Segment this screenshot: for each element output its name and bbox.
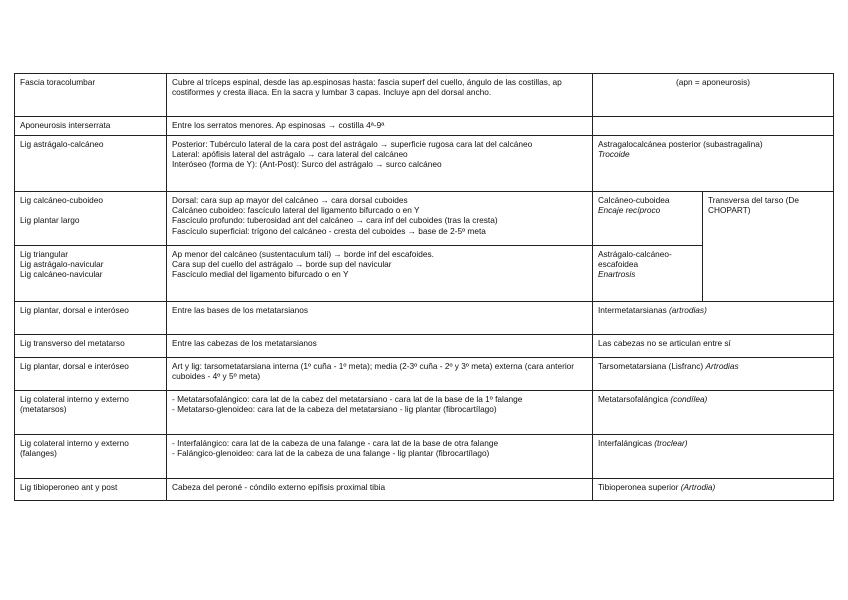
table-row	[15, 74, 834, 117]
joint-cell	[593, 479, 834, 501]
ligament-name	[15, 335, 167, 358]
joint-type: Enartrosis	[598, 269, 636, 280]
ligament-description	[167, 335, 593, 358]
ligament-name	[15, 358, 167, 391]
desc-line: Posterior: Tubérculo lateral de la cara post del astrágalo → superficie rugosa cara lat del calcáneo	[172, 139, 533, 149]
name-line: Lig triangular	[20, 249, 68, 259]
joint-cell	[593, 246, 703, 302]
ligament-description	[167, 74, 593, 117]
ligament-name	[15, 246, 167, 302]
desc-line: Dorsal: cara sup ap mayor del calcáneo → cara dorsal cuboides	[172, 195, 408, 205]
name-text: Aponeurosis interserrata	[20, 120, 111, 130]
joint-name: Astrágalo-calcáneo-	[598, 249, 672, 259]
desc-line: Ap menor del calcáneo (sustentaculum tali) → borde inf del escafoides.	[172, 249, 434, 259]
joint-cell	[593, 335, 834, 358]
joint-cell	[593, 358, 834, 391]
desc-text: Entre las cabezas de los metatarsianos	[172, 338, 317, 348]
desc-line: Lateral: apófisis lateral del astrágalo → cara lateral del calcáneo	[172, 149, 408, 160]
ligament-table	[14, 73, 834, 501]
joint-type: (Artrodia)	[680, 482, 716, 492]
desc-line: Fascículo medial del ligamento bifurcado o en Y	[172, 269, 349, 280]
desc-line: - Metatarso-glenoideo: cara lat de la cabeza del metatarsiano - lig plantar (fibrocartílago)	[172, 404, 497, 415]
joint-name: Intermetatarsianas	[598, 305, 667, 315]
ligament-name	[15, 479, 167, 501]
ligament-description	[167, 302, 593, 335]
joint-group: Transversa del tarso (De CHOPART)	[708, 195, 799, 216]
name-line: Lig colateral interno y externo	[20, 438, 129, 448]
name-text: Lig plantar, dorsal e interóseo	[20, 305, 129, 315]
desc-line: Fascículo profundo: tuberosidad ant del calcáneo → cara inf del cuboides (tras la cresta)	[172, 215, 498, 226]
joint-cell	[593, 117, 834, 136]
name-line: (metatarsos)	[20, 404, 67, 415]
name-line: Lig astrágalo-navicular	[20, 259, 104, 270]
desc-text: Entre los serratos menores. Ap espinosas → costilla 4ª-9ª	[172, 120, 385, 130]
table-row	[15, 117, 834, 136]
desc-line: - Metatarsofalángico: cara lat de la cabez del metatarsiano - cara lat de la base de la 1º falange	[172, 394, 523, 404]
ligament-name	[15, 391, 167, 435]
name-text: Lig astrágalo-calcáneo	[20, 139, 104, 149]
table-row	[15, 136, 834, 192]
ligament-name	[15, 192, 167, 246]
name-line: (falanges)	[20, 448, 57, 459]
desc-line: Calcáneo cuboideo: fascículo lateral del ligamento bifurcado o en Y	[172, 205, 420, 216]
ligament-description	[167, 246, 593, 302]
joint-name: Interfalángicas	[598, 438, 652, 448]
desc-line: - Falángico-glenoideo: cara lat de la cabeza de una falange - lig plantar (fibrocartílago)	[172, 448, 490, 459]
table-row	[15, 435, 834, 479]
name-text: Lig transverso del metatarso	[20, 338, 125, 348]
desc-text: Art y lig: tarsometatarsiana interna (1º cuña - 1º meta); media (2-3º cuña - 2º y 3º meta) externa (cara anterior cuboides - 4º y 5º meta)	[172, 361, 575, 382]
name-text: Lig plantar, dorsal e interóseo	[20, 361, 129, 371]
desc-text: Cubre al tríceps espinal, desde las ap.espinosas hasta: fascia superf del cuello, ángulo de las costillas, ap costiformes y cresta iliaca. En la sacra y lumbar 3 capas. Incluye apn del dorsal ancho.	[172, 77, 562, 98]
ligament-description	[167, 479, 593, 501]
joint-name: escafoidea	[598, 259, 639, 270]
joint-name: Calcáneo-cuboidea	[598, 195, 670, 205]
table-row	[15, 479, 834, 501]
ligament-name	[15, 136, 167, 192]
name-line: Lig colateral interno y externo	[20, 394, 129, 404]
table-row	[15, 358, 834, 391]
name-line: Lig calcáneo-navicular	[20, 269, 103, 280]
joint-type: Artrodias	[705, 361, 739, 371]
joint-group-cell	[703, 192, 834, 302]
joint-name: Tarsometatarsiana (Lisfranc)	[598, 361, 704, 371]
joint-type: Encaje recíproco	[598, 205, 661, 216]
ligament-description	[167, 136, 593, 192]
ligament-name	[15, 435, 167, 479]
joint-type: (condílea)	[670, 394, 708, 404]
joint-cell	[593, 391, 834, 435]
name-line: Lig plantar largo	[20, 215, 80, 226]
name-line: Lig calcáneo-cuboideo	[20, 195, 104, 205]
ligament-description	[167, 358, 593, 391]
ligament-description	[167, 192, 593, 246]
desc-line: - Interfalángico: cara lat de la cabeza de una falange - cara lat de la base de otra falange	[172, 438, 499, 448]
name-text: Lig tibioperoneo ant y post	[20, 482, 118, 492]
ligament-description	[167, 435, 593, 479]
ligament-name	[15, 302, 167, 335]
desc-line: Fascículo superficial: trígono del calcáneo - cresta del cuboides → base de 2-5º meta	[172, 225, 486, 236]
joint-cell	[593, 136, 834, 192]
joint-cell	[593, 302, 834, 335]
note-text: (apn = aponeurosis)	[675, 77, 751, 87]
ligament-description	[167, 391, 593, 435]
desc-line: Interóseo (forma de Y): (Ant-Post): Surco del astrágalo → surco calcáneo	[172, 159, 442, 170]
desc-text: Entre las bases de los metatarsianos	[172, 305, 309, 315]
joint-cell	[593, 192, 703, 246]
joint-cell	[593, 435, 834, 479]
ligament-description	[167, 117, 593, 136]
table-row	[15, 391, 834, 435]
joint-type: Trocoide	[598, 149, 630, 160]
table-row	[15, 302, 834, 335]
ligament-name	[15, 74, 167, 117]
desc-text: Cabeza del peroné - cóndilo externo epífisis proximal tibia	[172, 482, 386, 492]
joint-name: Astragalocalcánea posterior (subastragalina)	[598, 139, 763, 149]
desc-line: Cara sup del cuello del astrágalo → borde sup del navicular	[172, 259, 392, 270]
table-row	[15, 335, 834, 358]
ligament-name	[15, 117, 167, 136]
note-cell	[593, 74, 834, 117]
joint-name: Metatarsofalángica	[598, 394, 669, 404]
joint-type: (artrodias)	[669, 305, 707, 315]
joint-name: Tibioperonea superior	[598, 482, 679, 492]
name-text: Fascia toracolumbar	[20, 77, 96, 87]
joint-type: (troclear)	[654, 438, 688, 448]
joint-name: Las cabezas no se articulan entre sí	[598, 338, 731, 348]
table-row	[15, 192, 834, 246]
